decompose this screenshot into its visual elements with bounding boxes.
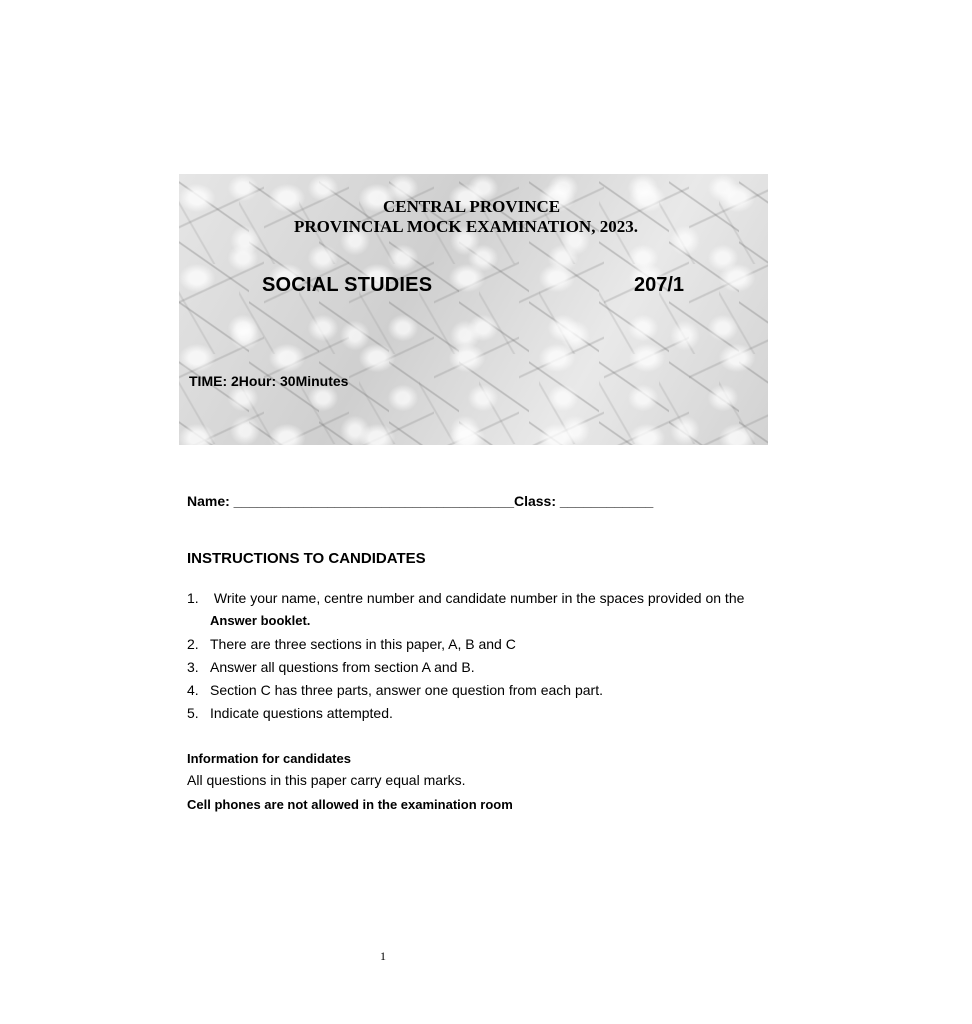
instructions-heading: INSTRUCTIONS TO CANDIDATES xyxy=(187,550,426,567)
instruction-item xyxy=(187,705,690,723)
time-allowed: TIME: 2Hour: 30Minutes xyxy=(189,373,349,389)
instruction-text: Indicate questions attempted. xyxy=(210,705,393,721)
instruction-text: Write your name, centre number and candidate number in the spaces provided on the xyxy=(210,590,745,606)
page-number: 1 xyxy=(380,949,386,963)
information-heading: Information for candidates xyxy=(187,751,351,766)
instruction-item xyxy=(187,636,690,654)
instruction-number: 1. xyxy=(187,590,199,606)
exam-title: PROVINCIAL MOCK EXAMINATION, 2023. xyxy=(294,217,638,236)
information-line: All questions in this paper carry equal marks. xyxy=(187,772,466,788)
instruction-number: 3. xyxy=(187,659,199,675)
instruction-text: Section C has three parts, answer one question from each part. xyxy=(210,682,603,698)
instruction-item xyxy=(187,659,690,677)
instruction-text: There are three sections in this paper, A, B and C xyxy=(210,636,516,652)
instruction-item xyxy=(187,682,690,700)
instruction-continuation: Answer booklet. xyxy=(210,613,311,628)
subject-title: SOCIAL STUDIES xyxy=(262,274,433,296)
instruction-item xyxy=(187,590,745,608)
instruction-number: 4. xyxy=(187,682,199,698)
name-class-line: Name: ____________________________________Class: ____________ xyxy=(187,493,654,509)
header-banner xyxy=(179,174,768,445)
paper-code: 207/1 xyxy=(634,274,685,296)
instruction-number: 5. xyxy=(187,705,199,721)
instruction-text: Answer all questions from section A and B. xyxy=(210,659,475,675)
instruction-number: 2. xyxy=(187,636,199,652)
province-title: CENTRAL PROVINCE xyxy=(383,197,561,216)
cell-phone-notice: Cell phones are not allowed in the examination room xyxy=(187,797,513,812)
